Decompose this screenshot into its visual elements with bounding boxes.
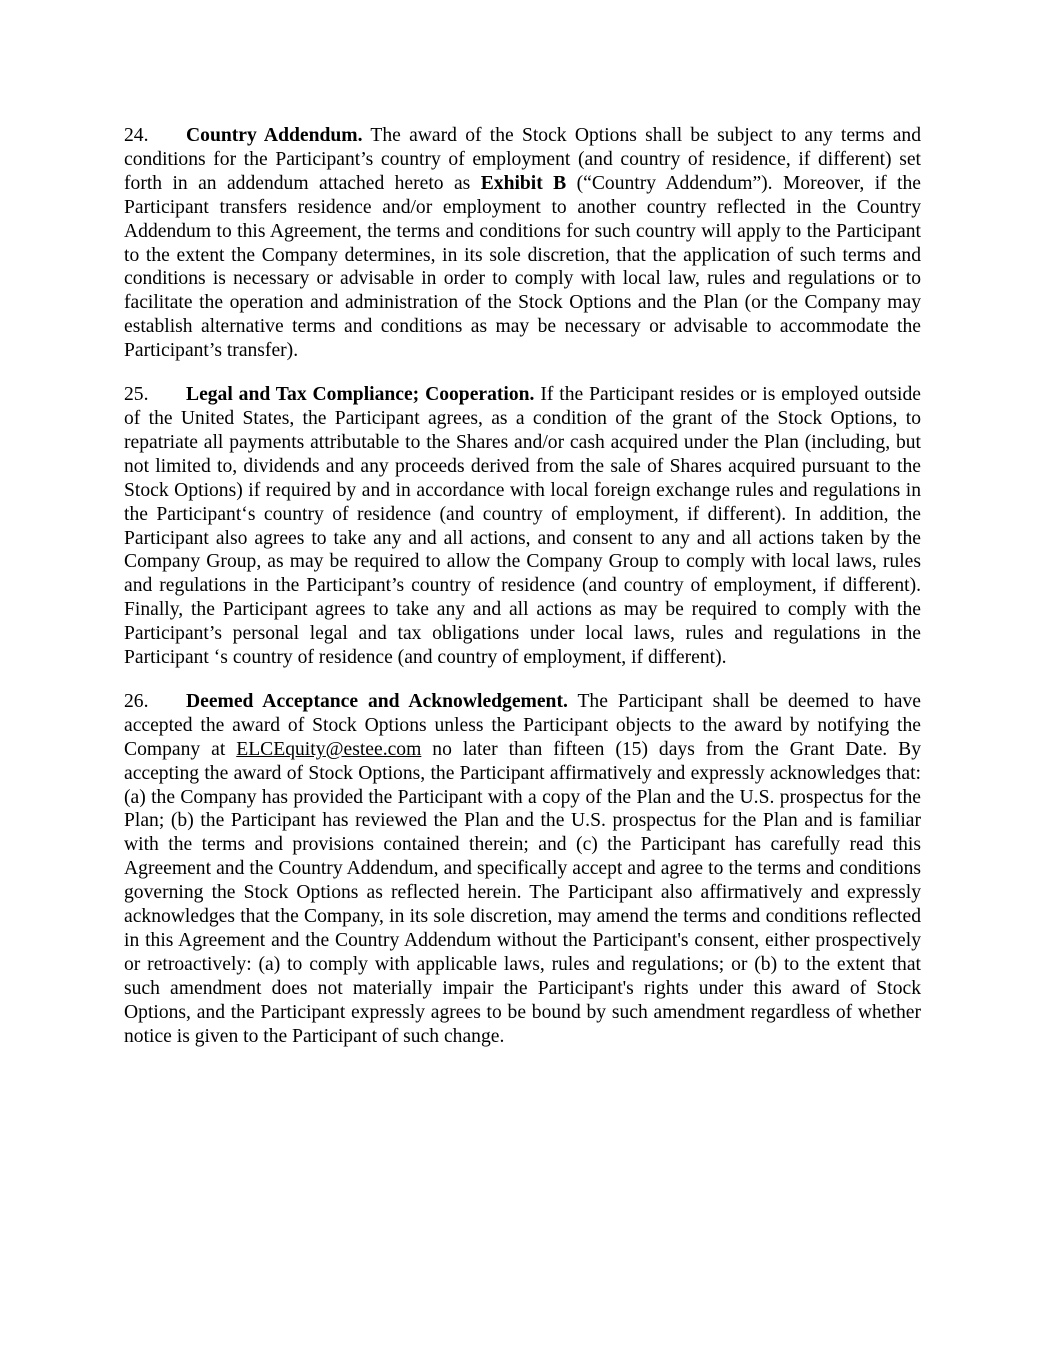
section-heading: Legal and Tax Compliance; Cooperation. (186, 384, 535, 406)
section-number: 26. (124, 690, 149, 712)
section-heading: Country Addendum. (186, 125, 363, 146)
section-text: The award of the Stock Options shall be subject to any terms and conditions for the Participant’s country of employment (and country of residence, if different) set forth in an addendum attached hereto as (124, 125, 921, 194)
section-text: no later than fifteen (15) days from the Grant Date. By accepting the award of Stock Options, the Participant affirmatively and expressly acknowledges that: (a) the Company has provided the Participant with a copy of the Plan and the U.S. prospectus for the Plan; (b) the Participant has reviewed the Plan and the U.S. prospectus for the Plan and is familiar with the terms and provisions contained therein; and (c) the Participant has carefully read this Agreement and the Country Addendum, and specifically accept and agree to the terms and conditions governing the Stock Options as reflected herein. The Participant also affirmatively and expressly acknowledges that the Company, in its sole discretion, may amend the terms and conditions reflected in this Agreement and the Country Addendum without the Participant's consent, either prospectively or retroactively: (a) to comply with applicable laws, rules and regulations; or (b) to the extent that such amendment does not materially impair the Participant's rights under this award of Stock Options, and the Participant expressly agrees to be bound by such amendment regardless of whether notice is given to the Participant of such change. (124, 738, 921, 1047)
section-text: (“Country Addendum”). Moreover, if the Participant transfers residence and/or employment to another country reflected in the Country Addendum to this Agreement, the terms and conditions for such country will apply to the Participant to the extent the Company determines, in its sole discretion, that the application of such terms and conditions is necessary or advisable in order to comply with local law, rules and regulations or to facilitate the operation and administration of the Stock Options and the Plan (or the Company may establish alternative terms and conditions as may be necessary or advisable to accommodate the Participant’s transfer). (124, 172, 921, 362)
section-24 (124, 124, 921, 363)
section-number: 25. (124, 384, 149, 406)
email-link[interactable]: ELCEquity@estee.com (236, 738, 422, 760)
section-text: If the Participant resides or is employed outside of the United States, the Participant agrees, as a condition of the grant of the Stock Options, to repatriate all payments attributable to the Shares and/or cash acquired under the Plan (including, but not limited to, dividends and any proceeds derived from the sale of Shares acquired pursuant to the Stock Options) if required by and in accordance with local foreign exchange rules and regulations in the Participant‘s country of residence (and country of employment, if different). In addition, the Participant also agrees to take any and all actions, and consent to any and all actions taken by the Company Group, as may be required to allow the Company Group to comply with local laws, rules and regulations in the Participant’s country of residence (and country of employment, if different). Finally, the Participant agrees to take any and all actions as may be required to comply with the Participant’s personal legal and tax obligations under local laws, rules and regulations in the Participant ‘s country of residence (and country of employment, if different). (124, 384, 921, 669)
document-page (124, 124, 921, 1069)
exhibit-reference: Exhibit B (480, 172, 567, 194)
section-text: The Participant shall be deemed to have accepted the award of Stock Options unless the Participant objects to the award by notifying the Company at (124, 690, 921, 760)
section-number: 24. (124, 125, 149, 146)
section-26 (124, 690, 921, 1049)
section-heading: Deemed Acceptance and Acknowledgement. (186, 690, 568, 712)
section-25 (124, 383, 921, 670)
